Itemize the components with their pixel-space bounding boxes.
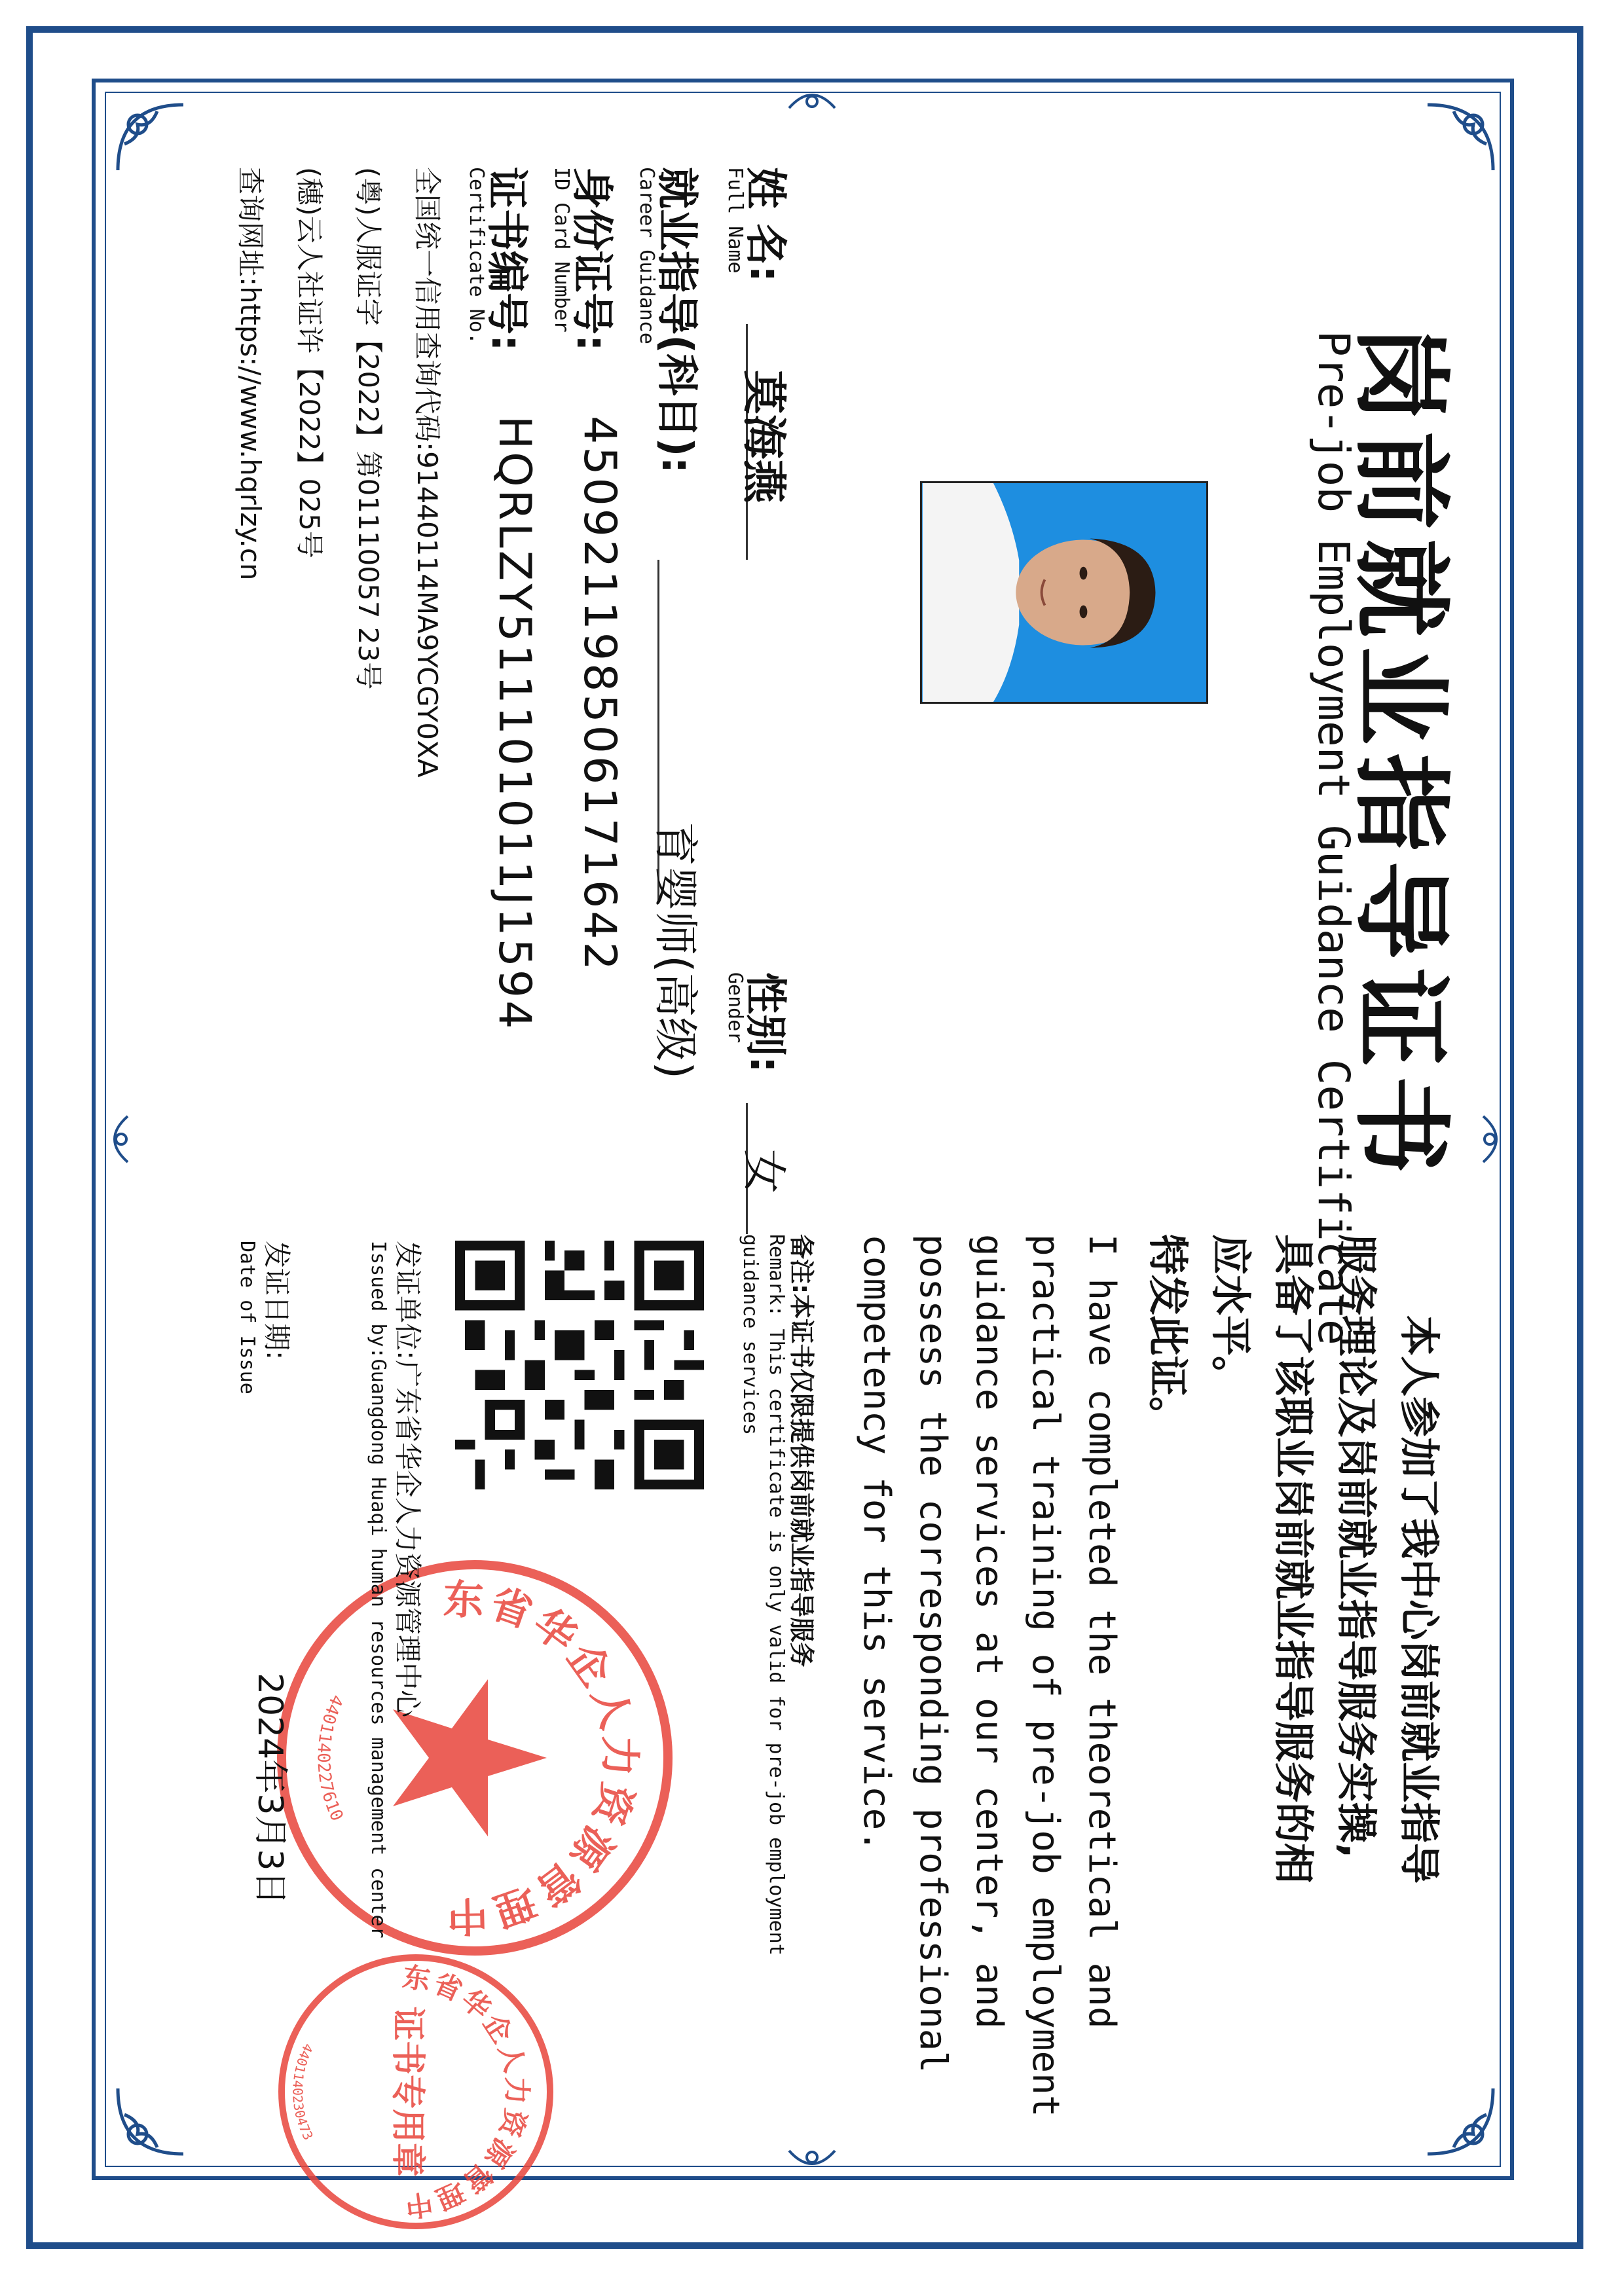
seal-2-number: 4401140230473 [289, 2041, 317, 2143]
svg-text:4401140227610 [314, 1692, 347, 1825]
query-website: 查询网址:https://www.hqrlzy.cn [234, 167, 267, 581]
career-value: 育婴师(高级) [649, 822, 701, 1080]
svg-text:4401140230473 [289, 2041, 316, 2142]
issue-date-label: 发证日期: [261, 1241, 293, 1360]
remark-en-line-1: Remark: This certificate is only valid for pre-job employment [765, 1234, 788, 1956]
statement-en-line-4: possess the corresponding professional [912, 1234, 954, 2073]
remark-cn: 备注:本证书仅限提供岗前就业指导服务 [787, 1234, 816, 1667]
remark-en-line-2: guidance services [739, 1234, 762, 1436]
statement-cn-line-5: 特发此证。 [1144, 1234, 1192, 1438]
gender-label: 性别: [741, 972, 789, 1073]
issuer-label: 发证单位:广东省华企人力资源管理中心 [392, 1241, 424, 1718]
name-label-en: Full Name [724, 167, 747, 274]
cert-no-value: HQRLZY511101011J1594 [489, 416, 540, 1032]
license-1: (粤)人服证字【2022】第01110057 23号 [352, 167, 384, 690]
remark-en [737, 1234, 789, 2151]
gender-label-en: Gender [724, 972, 747, 1044]
statement-cn-line-2: 服务理论及岗前就业指导服务实操, [1333, 1234, 1380, 1859]
holder-photo [920, 481, 1208, 704]
career-label: 就业指导(科目): [652, 167, 701, 474]
statement-cn [1136, 1234, 1450, 2098]
seal-1-number: 4401140227610 [313, 1691, 347, 1825]
issuer-label-en: Issued by:Guangdong Huaqi human resources management center [367, 1241, 390, 1939]
name-label: 姓 名: [741, 167, 789, 282]
statement-cn-line-1: 本人参加了我中心岗前就业指导 [1395, 1315, 1443, 1884]
id-label-en: ID Card Number [550, 167, 573, 333]
certificate-title: 岗前就业指导证书 [1343, 324, 1457, 1184]
statement-en-line-3: guidance services at our center, and [968, 1234, 1010, 2029]
official-seal [272, 1555, 678, 1961]
statement-cn-line-3: 具备了该职业岗前就业指导服务的相 [1270, 1234, 1318, 1884]
gender-value: 女 [737, 1149, 789, 1194]
certificate-content [108, 115, 1516, 2223]
seal-1-ring-text: 东省华企人力资源管理中 [443, 1575, 644, 1941]
name-value: 莫海燕 [737, 370, 789, 504]
statement-en-line-2: practical training of pre-job employment [1024, 1234, 1067, 2117]
certificate-seal [272, 1948, 560, 2236]
qr-code [455, 1241, 704, 1489]
issue-date-value: 2024年3月3日 [250, 1673, 289, 1905]
statement-en [848, 1234, 1130, 2138]
id-value: 450921198506171642 [574, 416, 625, 973]
statement-en-line-5: competency for this service. [855, 1234, 898, 1853]
career-label-en: Career Guidance [635, 167, 658, 344]
statement-cn-line-4: 应水平。 [1207, 1234, 1255, 1397]
seal-2-ring-text: 东省华企人力资源管理中 [400, 1960, 533, 2223]
certificate-subtitle: Pre-job Employment Guidance Certificate [1308, 331, 1359, 1345]
statement-en-line-1: I have completed the theoretical and [1080, 1234, 1123, 2029]
seal-2-center-text: 证书专用章 [388, 2006, 427, 2178]
cert-no-label-en: Certificate No. [465, 167, 488, 344]
credit-code: 全国统一信用查询代码:91440114MA9YCGY0XA [411, 167, 443, 778]
id-label: 身份证号: [567, 167, 616, 352]
issue-date-label-en: Date of Issue [236, 1241, 259, 1394]
license-2: (穗)云人社证许【2022】025号 [293, 167, 325, 558]
cert-no-label: 证书编号: [482, 167, 530, 352]
